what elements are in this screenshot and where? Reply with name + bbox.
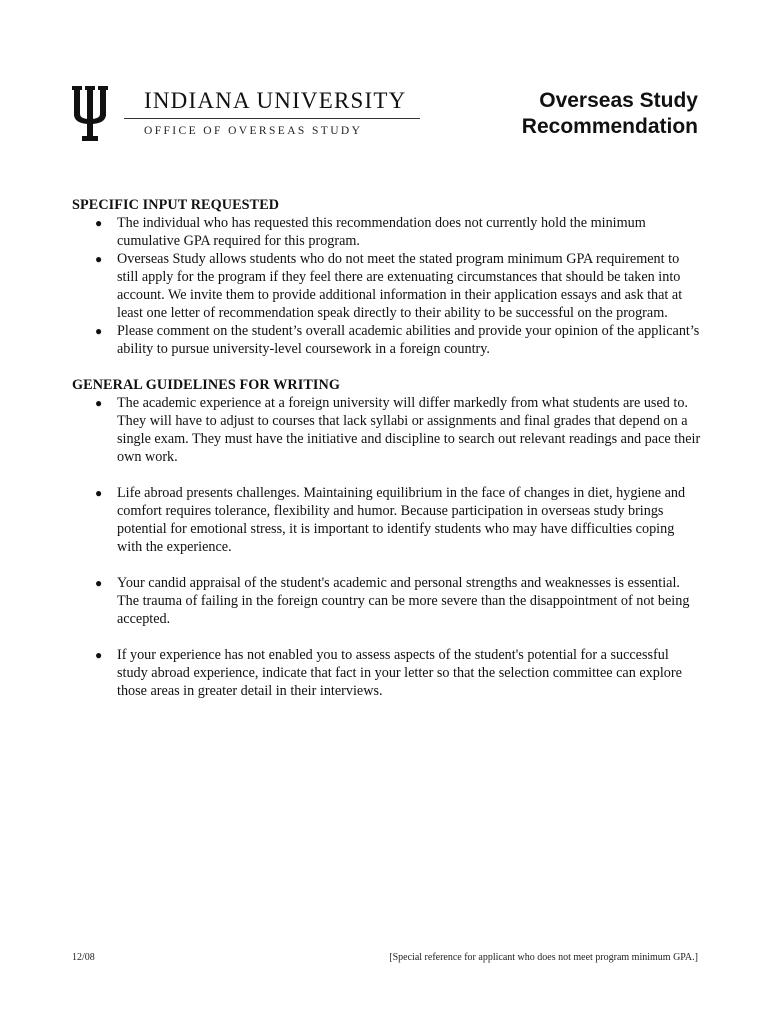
university-name: INDIANA UNIVERSITY [144,88,407,113]
bullet-icon: ● [95,216,103,230]
list-item: ● The individual who has requested this recommendation does not currently hold the minimum cumulative GPA required for this program. [95,215,646,249]
list-item: ● Your candid appraisal of the student's academic and personal strengths and weaknesses is essential. The trauma of failing in the foreign country can be more severe than the disappointment of not being accepted. [95,575,690,627]
letterhead-rule [124,118,420,119]
bullet-icon: ● [95,396,103,410]
document-body [72,196,702,700]
section-heading-specific-input: SPECIFIC INPUT REQUESTED [72,197,280,213]
section-heading-general-guidelines: GENERAL GUIDELINES FOR WRITING [72,377,341,393]
letterhead [72,80,702,150]
bullet-icon: ● [95,252,103,266]
bullet-icon: ● [95,324,103,338]
list-item: ● The academic experience at a foreign university will differ markedly from what students are used to. They will have to adjust to courses that lack syllabi or assignments and final grades that depend on a single exam. They must have the initiative and discipline to search out relevant readings and pace their own work. [95,395,701,465]
office-name: OFFICE OF OVERSEAS STUDY [144,125,363,137]
list-item: ● Please comment on the student’s overall academic abilities and provide your opinion of the applicant’s ability to pursue university-level coursework in a foreign country. [95,323,700,357]
list-item: ● Overseas Study allows students who do not meet the stated program minimum GPA requirement to still apply for the program if they feel there are extenuating circumstances that should be taken into account. We invite them to provide additional information in their application essays and ask that at least one letter of recommendation speak directly to their ability to be successful on the program. [95,251,683,321]
footer-date: 12/08 [72,952,95,963]
iu-trident-logo-icon [72,86,108,142]
document-title-line1: Overseas Study [539,89,698,112]
document-title [522,88,698,140]
list-item: ● Life abroad presents challenges. Maintaining equilibrium in the face of changes in diet, hygiene and comfort requires tolerance, flexibility and humor. Because participation in overseas study brings potential for emotional stress, it is important to identify students who may have difficulties coping with the experience. [95,485,686,555]
bullet-icon: ● [95,576,103,590]
footer-note: [Special reference for applicant who does not meet program minimum GPA.] [389,952,698,963]
bullet-icon: ● [95,486,103,500]
bullet-icon: ● [95,648,103,662]
guidelines-list [72,394,702,700]
list-item: ● If your experience has not enabled you to assess aspects of the student's potential for a successful study abroad experience, indicate that fact in your letter so that the selection committee can explore those areas in greater detail in their interviews. [95,647,682,699]
specific-input-list [72,214,702,358]
document-title-line2: Recommendation [521,115,698,138]
